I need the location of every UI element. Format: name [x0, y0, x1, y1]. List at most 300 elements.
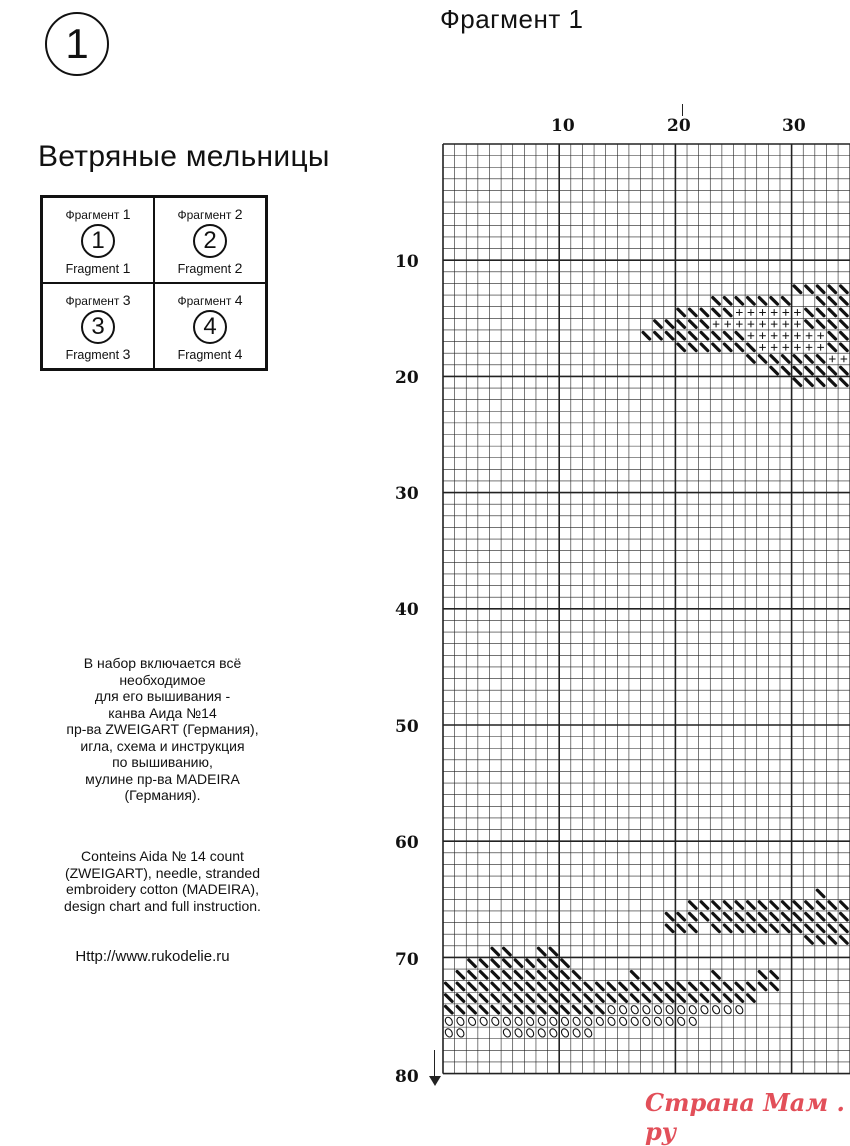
- stitch-symbol-slash: [678, 925, 685, 932]
- stitch-symbol-plus: [829, 356, 836, 363]
- stitch-symbol-slash: [643, 983, 650, 990]
- stitch-symbol-slash: [701, 332, 708, 339]
- stitch-symbol-slash: [829, 344, 836, 351]
- stitch-symbol-slash: [748, 913, 755, 920]
- stitch-symbol-oval: [525, 1028, 535, 1039]
- stitch-symbol-slash: [538, 1006, 545, 1013]
- fragment-en-number: 3: [122, 346, 131, 362]
- fragment-ru-label: Фрагмент: [65, 294, 120, 308]
- stitch-symbol-slash: [736, 298, 743, 305]
- stitch-symbol-oval: [490, 1016, 500, 1027]
- column-label-30: 30: [782, 116, 806, 136]
- stitch-symbol-slash: [620, 995, 627, 1002]
- stitch-symbol-slash: [527, 983, 534, 990]
- stitch-symbol-slash: [527, 995, 534, 1002]
- stitch-symbol-slash: [608, 995, 615, 1002]
- stitch-symbol-slash: [724, 925, 731, 932]
- stitch-symbol-slash: [748, 925, 755, 932]
- stitch-symbol-slash: [690, 309, 697, 316]
- stitch-symbol-slash: [655, 983, 662, 990]
- stitch-symbol-slash: [690, 925, 697, 932]
- stitch-symbol-slash: [829, 367, 836, 374]
- stitch-symbol-slash: [492, 972, 499, 979]
- stitch-symbol-slash: [457, 1006, 464, 1013]
- stitch-symbol-slash: [527, 972, 534, 979]
- stitch-symbol-slash: [724, 913, 731, 920]
- stitch-symbol-oval: [514, 1016, 524, 1027]
- stitch-symbol-slash: [713, 298, 720, 305]
- stitch-symbol-slash: [782, 902, 789, 909]
- stitch-symbol-slash: [504, 972, 511, 979]
- stitch-symbol-oval: [723, 1004, 733, 1015]
- stitch-symbol-slash: [562, 995, 569, 1002]
- stitch-symbol-slash: [713, 925, 720, 932]
- stitch-symbol-oval: [560, 1028, 570, 1039]
- stitch-symbol-slash: [597, 995, 604, 1002]
- stitch-symbol-plus: [794, 344, 801, 351]
- stitch-symbol-oval: [444, 1028, 454, 1039]
- stitch-symbol-slash: [817, 890, 824, 897]
- stitch-symbol-slash: [480, 972, 487, 979]
- fragment-circle-number: 4: [203, 313, 217, 340]
- stitch-symbol-oval: [676, 1016, 686, 1027]
- fragment-en-number: 4: [234, 346, 243, 362]
- stitch-symbol-slash: [841, 309, 848, 316]
- row-label-40: 40: [395, 600, 419, 620]
- stitch-symbol-slash: [817, 286, 824, 293]
- stitch-symbol-slash: [782, 925, 789, 932]
- stitch-symbol-slash: [841, 937, 848, 944]
- stitch-symbol-slash: [666, 983, 673, 990]
- stitch-symbol-oval: [618, 1004, 628, 1015]
- stitch-symbol-plus: [759, 321, 766, 328]
- fragment-ru-label: Фрагмент: [177, 294, 232, 308]
- stitch-symbol-slash: [515, 1006, 522, 1013]
- stitch-symbol-slash: [573, 972, 580, 979]
- stitch-symbol-plus: [782, 309, 789, 316]
- stitch-symbol-slash: [771, 367, 778, 374]
- stitch-symbol-slash: [678, 344, 685, 351]
- stitch-symbol-slash: [666, 321, 673, 328]
- stitch-symbol-slash: [515, 960, 522, 967]
- pattern-title: Ветряные мельницы: [38, 140, 330, 173]
- stitch-symbol-slash: [538, 983, 545, 990]
- stitch-symbol-plus: [771, 309, 778, 316]
- stitch-symbol-plus: [782, 344, 789, 351]
- stitch-symbol-oval: [537, 1016, 547, 1027]
- stitch-symbol-slash: [678, 995, 685, 1002]
- fragment-ru-number: 1: [122, 206, 131, 222]
- stitch-symbol-plus: [817, 332, 824, 339]
- stitch-symbol-slash: [469, 995, 476, 1002]
- stitch-symbol-slash: [713, 309, 720, 316]
- stitch-symbol-slash: [655, 995, 662, 1002]
- page-header-title: Фрагмент 1: [440, 4, 584, 34]
- stitch-symbol-slash: [469, 1006, 476, 1013]
- stitch-symbol-oval: [665, 1004, 675, 1015]
- stitch-symbol-oval: [572, 1028, 582, 1039]
- stitch-symbol-slash: [771, 983, 778, 990]
- stitch-symbol-oval: [572, 1016, 582, 1027]
- stitch-symbol-slash: [690, 344, 697, 351]
- stitch-symbol-slash: [457, 995, 464, 1002]
- stitch-symbol-slash: [678, 321, 685, 328]
- stitch-symbol-slash: [724, 332, 731, 339]
- stitch-symbol-slash: [806, 913, 813, 920]
- stitch-symbol-plus: [748, 332, 755, 339]
- website-link[interactable]: Http://www.rukodelie.ru: [75, 948, 230, 965]
- stitch-symbol-oval: [618, 1016, 628, 1027]
- stitch-symbol-oval: [630, 1004, 640, 1015]
- stitch-symbol-slash: [724, 344, 731, 351]
- stitch-symbol-plus: [771, 321, 778, 328]
- stitch-symbol-slash: [748, 298, 755, 305]
- stitch-symbol-slash: [841, 286, 848, 293]
- stitch-symbol-slash: [736, 913, 743, 920]
- stitch-symbol-slash: [701, 321, 708, 328]
- stitch-symbol-slash: [690, 913, 697, 920]
- stitch-symbol-slash: [736, 925, 743, 932]
- fragment-circle-number: 2: [203, 227, 217, 254]
- row-label-70: 70: [395, 950, 419, 970]
- stitch-symbol-plus: [794, 332, 801, 339]
- stitch-symbol-slash: [446, 1006, 453, 1013]
- stitch-symbol-plus: [771, 344, 778, 351]
- stitch-symbol-slash: [643, 332, 650, 339]
- stitch-symbol-slash: [562, 983, 569, 990]
- stitch-symbol-slash: [841, 379, 848, 386]
- stitch-symbol-oval: [479, 1016, 489, 1027]
- stitch-symbol-slash: [736, 995, 743, 1002]
- row-label-50: 50: [395, 717, 419, 737]
- stitch-symbol-slash: [713, 983, 720, 990]
- stitch-symbol-plus: [841, 356, 848, 363]
- stitch-symbol-slash: [771, 356, 778, 363]
- column-label-10: 10: [551, 116, 575, 136]
- stitch-symbol-plus: [782, 332, 789, 339]
- fragment-circle-number: 1: [91, 227, 105, 254]
- stitch-symbol-plus: [759, 344, 766, 351]
- stitch-symbol-slash: [504, 1006, 511, 1013]
- stitch-symbol-slash: [550, 983, 557, 990]
- stitch-symbol-slash: [829, 379, 836, 386]
- fragment-ru-number: 4: [234, 292, 243, 308]
- stitch-symbol-slash: [562, 960, 569, 967]
- fragment-ru-label: Фрагмент: [177, 208, 232, 222]
- stitch-symbol-oval: [711, 1004, 721, 1015]
- stitch-symbol-slash: [701, 983, 708, 990]
- stitch-symbol-oval: [548, 1028, 558, 1039]
- stitch-symbol-slash: [841, 298, 848, 305]
- stitch-symbol-slash: [666, 913, 673, 920]
- stitch-symbol-plus: [782, 321, 789, 328]
- stitch-symbol-oval: [734, 1004, 744, 1015]
- stitch-symbol-slash: [550, 1006, 557, 1013]
- fragment-en-number: 2: [234, 260, 243, 276]
- stitch-symbol-slash: [724, 995, 731, 1002]
- stitch-symbol-slash: [759, 298, 766, 305]
- stitch-symbol-slash: [817, 913, 824, 920]
- stitch-symbol-slash: [666, 332, 673, 339]
- stitch-symbol-slash: [492, 1006, 499, 1013]
- stitch-symbol-oval: [653, 1004, 663, 1015]
- stitch-symbol-oval: [514, 1028, 524, 1039]
- stitch-symbol-slash: [713, 902, 720, 909]
- stitch-symbol-slash: [585, 1006, 592, 1013]
- stitch-symbol-slash: [492, 983, 499, 990]
- stitch-symbol-slash: [806, 309, 813, 316]
- stitch-symbol-slash: [550, 948, 557, 955]
- stitch-symbol-slash: [504, 960, 511, 967]
- stitch-symbol-slash: [480, 960, 487, 967]
- stitch-symbol-slash: [841, 321, 848, 328]
- stitch-symbol-slash: [469, 972, 476, 979]
- stitch-symbol-slash: [759, 356, 766, 363]
- stitch-symbol-slash: [492, 948, 499, 955]
- stitch-symbol-slash: [631, 995, 638, 1002]
- stitch-symbol-plus: [771, 332, 778, 339]
- stitch-symbol-slash: [817, 298, 824, 305]
- stitch-symbol-plus: [759, 309, 766, 316]
- stitch-symbol-slash: [631, 983, 638, 990]
- row-label-30: 30: [395, 484, 419, 504]
- stitch-symbol-slash: [829, 937, 836, 944]
- stitch-symbol-slash: [759, 913, 766, 920]
- stitch-symbol-slash: [771, 972, 778, 979]
- stitch-symbol-slash: [643, 995, 650, 1002]
- stitch-symbol-slash: [585, 995, 592, 1002]
- stitch-symbol-slash: [666, 925, 673, 932]
- stitch-symbol-oval: [456, 1028, 466, 1039]
- stitch-symbol-slash: [446, 995, 453, 1002]
- fragment-en-label: Fragment: [65, 262, 120, 276]
- stitch-symbol-slash: [724, 902, 731, 909]
- stitch-symbol-slash: [538, 972, 545, 979]
- stitch-symbol-slash: [469, 983, 476, 990]
- stitch-symbol-slash: [794, 356, 801, 363]
- stitch-symbol-slash: [713, 344, 720, 351]
- stitch-symbol-oval: [641, 1004, 651, 1015]
- stitch-symbol-slash: [771, 913, 778, 920]
- stitch-symbol-oval: [653, 1016, 663, 1027]
- stitch-symbol-slash: [817, 321, 824, 328]
- stitch-symbol-slash: [817, 379, 824, 386]
- stitch-symbol-slash: [736, 902, 743, 909]
- stitch-symbol-slash: [771, 902, 778, 909]
- stitch-symbol-slash: [655, 321, 662, 328]
- stitch-symbol-plus: [736, 309, 743, 316]
- stitch-symbol-slash: [817, 925, 824, 932]
- stitch-symbol-slash: [806, 902, 813, 909]
- stitch-symbol-oval: [700, 1004, 710, 1015]
- stitch-symbol-plus: [748, 321, 755, 328]
- row-label-10: 10: [395, 252, 419, 272]
- stitch-symbol-oval: [467, 1016, 477, 1027]
- stitch-symbol-slash: [782, 356, 789, 363]
- fragment-en-label: Fragment: [65, 348, 120, 362]
- fragment-ru-label: Фрагмент: [65, 208, 120, 222]
- fragment-ru-number: 3: [122, 292, 131, 308]
- stitch-symbol-slash: [690, 321, 697, 328]
- stitch-symbol-slash: [690, 902, 697, 909]
- stitch-symbol-slash: [806, 367, 813, 374]
- stitch-symbol-slash: [608, 983, 615, 990]
- stitch-symbol-slash: [538, 960, 545, 967]
- stitch-symbol-slash: [713, 332, 720, 339]
- stitch-symbol-slash: [829, 913, 836, 920]
- stitch-symbol-slash: [457, 983, 464, 990]
- stitch-symbol-slash: [841, 925, 848, 932]
- stitch-symbol-slash: [724, 298, 731, 305]
- stitch-symbol-slash: [515, 995, 522, 1002]
- stitch-symbol-slash: [841, 367, 848, 374]
- stitch-symbol-slash: [678, 983, 685, 990]
- fragment-en-label: Fragment: [177, 348, 232, 362]
- stitch-symbol-slash: [736, 332, 743, 339]
- stitch-symbol-slash: [550, 960, 557, 967]
- stitch-symbol-slash: [759, 983, 766, 990]
- stitch-symbol-slash: [469, 960, 476, 967]
- stitch-symbol-slash: [748, 995, 755, 1002]
- stitch-symbol-oval: [676, 1004, 686, 1015]
- stitch-symbol-slash: [573, 995, 580, 1002]
- stitch-symbol-slash: [701, 344, 708, 351]
- stitch-symbol-oval: [537, 1028, 547, 1039]
- stitch-symbol-slash: [782, 913, 789, 920]
- stitch-symbol-plus: [759, 332, 766, 339]
- stitch-symbol-slash: [562, 1006, 569, 1013]
- stitch-symbol-oval: [641, 1016, 651, 1027]
- stitch-symbol-slash: [829, 309, 836, 316]
- stitch-symbol-slash: [817, 902, 824, 909]
- stitch-symbol-slash: [504, 983, 511, 990]
- stitch-symbol-slash: [701, 995, 708, 1002]
- stitch-symbol-slash: [829, 298, 836, 305]
- stitch-symbol-slash: [678, 309, 685, 316]
- stitch-symbol-slash: [620, 983, 627, 990]
- stitch-symbol-slash: [504, 948, 511, 955]
- stitch-symbol-slash: [806, 321, 813, 328]
- stitch-symbol-slash: [515, 983, 522, 990]
- stitch-symbol-slash: [829, 332, 836, 339]
- fragment-circle-number: 3: [91, 313, 105, 340]
- stitch-symbol-slash: [678, 913, 685, 920]
- stitch-symbol-slash: [713, 972, 720, 979]
- stitch-symbol-plus: [724, 321, 731, 328]
- stitch-symbol-slash: [655, 332, 662, 339]
- stitch-symbol-slash: [806, 925, 813, 932]
- stitch-symbol-slash: [841, 332, 848, 339]
- stitch-symbol-slash: [759, 925, 766, 932]
- stitch-symbol-slash: [504, 995, 511, 1002]
- stitch-symbol-slash: [829, 286, 836, 293]
- stitch-symbol-oval: [502, 1028, 512, 1039]
- stitch-symbol-slash: [794, 925, 801, 932]
- stitch-symbol-slash: [817, 367, 824, 374]
- stitch-symbol-slash: [748, 902, 755, 909]
- stitch-symbol-slash: [701, 309, 708, 316]
- stitch-symbol-oval: [560, 1016, 570, 1027]
- stitch-symbol-slash: [631, 972, 638, 979]
- stitch-symbol-slash: [515, 972, 522, 979]
- stitch-symbol-slash: [690, 995, 697, 1002]
- stitch-symbol-plus: [713, 321, 720, 328]
- stitch-symbol-oval: [607, 1016, 617, 1027]
- stitch-symbol-slash: [492, 995, 499, 1002]
- stitch-symbol-plus: [806, 344, 813, 351]
- stitch-symbol-oval: [502, 1016, 512, 1027]
- stitch-symbol-slash: [690, 332, 697, 339]
- stitch-symbol-slash: [806, 286, 813, 293]
- stitch-symbol-plus: [794, 321, 801, 328]
- stitch-symbol-oval: [583, 1016, 593, 1027]
- stitch-symbol-slash: [794, 902, 801, 909]
- stitch-symbol-oval: [607, 1004, 617, 1015]
- stitch-symbol-slash: [748, 344, 755, 351]
- stitch-symbol-slash: [794, 913, 801, 920]
- stitch-symbol-slash: [806, 379, 813, 386]
- stitch-symbol-slash: [527, 960, 534, 967]
- stitch-symbol-slash: [573, 1006, 580, 1013]
- stitch-symbol-slash: [597, 983, 604, 990]
- stitch-symbol-slash: [713, 995, 720, 1002]
- stitch-symbol-slash: [724, 983, 731, 990]
- stitch-symbol-slash: [713, 913, 720, 920]
- stitch-symbol-slash: [841, 344, 848, 351]
- stitch-symbol-slash: [492, 960, 499, 967]
- fragment-en-number: 1: [122, 260, 131, 276]
- stitch-symbol-slash: [736, 344, 743, 351]
- stitch-symbol-slash: [794, 379, 801, 386]
- page-number: 1: [65, 20, 89, 67]
- stitch-symbol-slash: [666, 995, 673, 1002]
- stitch-symbol-slash: [538, 995, 545, 1002]
- stitch-symbol-oval: [665, 1016, 675, 1027]
- stitch-symbol-slash: [573, 983, 580, 990]
- stitch-symbol-slash: [690, 983, 697, 990]
- stitch-symbol-slash: [817, 937, 824, 944]
- stitch-symbol-slash: [527, 1006, 534, 1013]
- stitch-symbol-slash: [538, 948, 545, 955]
- stitch-symbol-slash: [817, 356, 824, 363]
- stitch-symbol-plus: [736, 321, 743, 328]
- stitch-symbol-slash: [736, 983, 743, 990]
- stitch-symbol-slash: [806, 356, 813, 363]
- fragment-ru-number: 2: [234, 206, 243, 222]
- stitch-symbol-slash: [480, 995, 487, 1002]
- row-label-20: 20: [395, 368, 419, 388]
- stitch-symbol-slash: [597, 1006, 604, 1013]
- stitch-symbol-plus: [748, 309, 755, 316]
- row-label-60: 60: [395, 833, 419, 853]
- stitch-symbol-slash: [446, 983, 453, 990]
- stitch-symbol-slash: [550, 972, 557, 979]
- stitch-symbol-slash: [480, 1006, 487, 1013]
- row-label-80: 80: [395, 1067, 419, 1087]
- fragment-en-label: Fragment: [177, 262, 232, 276]
- stitch-symbol-plus: [806, 332, 813, 339]
- stitch-symbol-slash: [585, 983, 592, 990]
- stitch-symbol-slash: [829, 902, 836, 909]
- stitch-symbol-slash: [678, 332, 685, 339]
- stitch-symbol-slash: [829, 321, 836, 328]
- stitch-symbol-oval: [525, 1016, 535, 1027]
- stitch-symbol-slash: [794, 286, 801, 293]
- stitch-symbol-slash: [748, 983, 755, 990]
- watermark-logo: Страна Мам . ру: [645, 1088, 845, 1146]
- stitch-symbol-oval: [630, 1016, 640, 1027]
- stitch-symbol-slash: [771, 925, 778, 932]
